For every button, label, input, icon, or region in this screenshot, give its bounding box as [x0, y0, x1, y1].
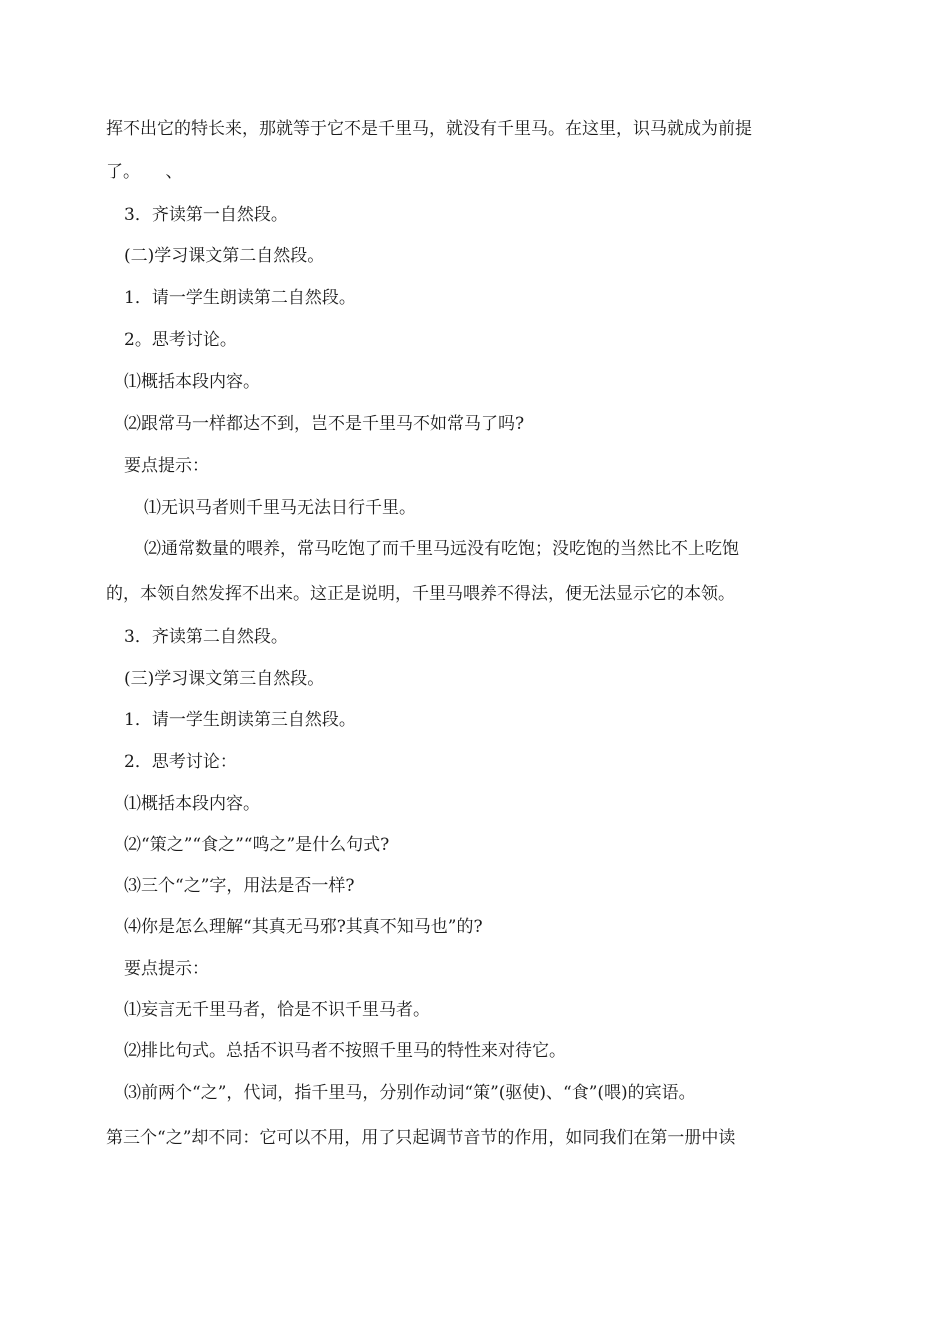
text-line: ⑶三个“之”字，用法是否一样?: [124, 876, 355, 896]
text-line: ⑵排比句式。总括不识马者不按照千里马的特性来对待它。: [124, 1041, 566, 1061]
text-line: 了。 、: [106, 162, 183, 182]
text-line: 挥不出它的特长来，那就等于它不是千里马，就没有千里马。在这里，识马就成为前提: [106, 119, 752, 139]
text-line: ⑵“策之”“食之”“鸣之”是什么句式?: [124, 835, 390, 855]
text-line: 1．请一学生朗读第三自然段。: [124, 710, 356, 730]
text-line: ⑷你是怎么理解“其真无马邪?其真不知马也”的?: [124, 917, 483, 937]
text-line: ⑵跟常马一样都达不到，岂不是千里马不如常马了吗?: [124, 414, 525, 434]
text-line: 3．齐读第一自然段。: [124, 205, 288, 225]
text-line: 第三个“之”却不同：它可以不用，用了只起调节音节的作用，如同我们在第一册中读: [106, 1128, 736, 1148]
text-line: ⑴概括本段内容。: [124, 372, 260, 392]
text-line: ⑴概括本段内容。: [124, 794, 260, 814]
text-line: 的，本领自然发挥不出来。这正是说明，千里马喂养不得法，便无法显示它的本领。: [106, 584, 735, 604]
text-line: ⑵通常数量的喂养，常马吃饱了而千里马远没有吃饱；没吃饱的当然比不上吃饱: [144, 539, 739, 559]
text-line: 要点提示：: [124, 959, 209, 979]
section-heading: (二)学习课文第二自然段。: [124, 246, 325, 266]
text-line: 2。思考讨论。: [124, 330, 237, 350]
text-line: ⑴无识马者则千里马无法日行千里。: [144, 498, 416, 518]
text-line: ⑶前两个“之”，代词，指千里马，分别作动词“策”(驱使)、“食”(喂)的宾语。: [124, 1083, 696, 1103]
section-heading: (三)学习课文第三自然段。: [124, 669, 325, 689]
text-line: 要点提示：: [124, 456, 209, 476]
text-line: 2．思考讨论：: [124, 752, 237, 772]
text-line: 3．齐读第二自然段。: [124, 627, 288, 647]
text-line: 1．请一学生朗读第二自然段。: [124, 288, 356, 308]
text-line: ⑴妄言无千里马者，恰是不识千里马者。: [124, 1000, 430, 1020]
